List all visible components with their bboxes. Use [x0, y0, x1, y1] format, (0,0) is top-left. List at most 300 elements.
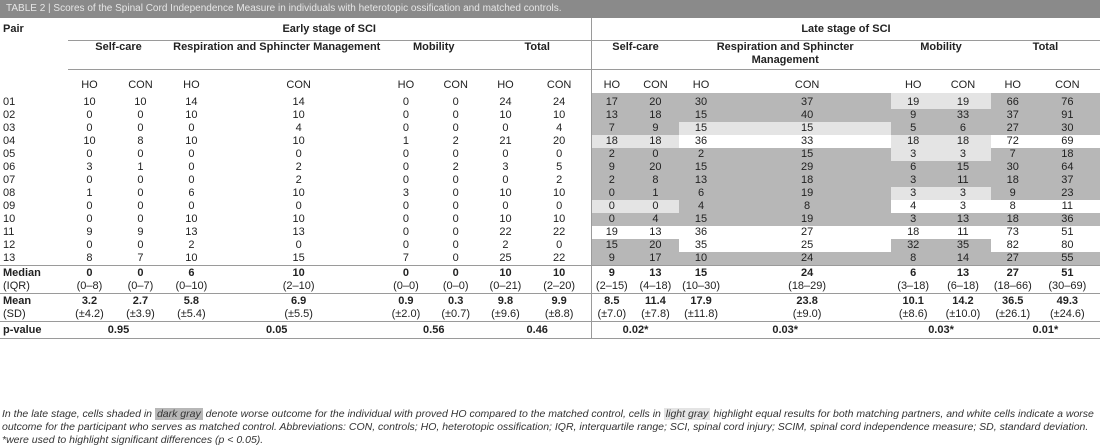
late-score: 20 — [632, 239, 679, 252]
table-row — [0, 148, 1100, 161]
early-stage-header: Early stage of SCI — [68, 18, 592, 41]
late-score: 33 — [800, 135, 814, 147]
early-mean-value: 9.8 — [484, 294, 528, 309]
pair-id: 01 — [3, 95, 16, 108]
late-score: 13 — [591, 109, 631, 122]
early-score: 0 — [188, 148, 195, 160]
late-score: 18 — [891, 135, 935, 148]
early-score: 0 — [86, 239, 93, 251]
early-score: 0 — [402, 174, 409, 186]
late-score: 20 — [632, 161, 679, 174]
late-score: 6 — [935, 122, 991, 135]
late-score: 7 — [991, 148, 1035, 161]
late-subgroup-header: Total — [991, 41, 1100, 70]
early-score: 14 — [292, 95, 305, 108]
early-mean-value: 9.9 — [527, 294, 591, 309]
late-sd-value: (±10.0) — [945, 308, 981, 320]
early-score: 10 — [185, 252, 198, 264]
early-score: 0 — [556, 200, 563, 212]
late-score: 11 — [1061, 200, 1074, 212]
late-score: 6 — [679, 187, 723, 200]
late-score: 3 — [935, 148, 991, 161]
early-score: 24 — [553, 95, 566, 108]
late-score: 18 — [632, 135, 679, 148]
late-iqr-value: (6–18) — [947, 280, 979, 292]
ho-column-header: HO — [904, 79, 922, 91]
late-score: 18 — [632, 109, 679, 122]
late-score: 5 — [891, 122, 935, 135]
late-score: 7 — [591, 122, 631, 135]
early-score: 10 — [553, 213, 566, 225]
sd-label: (SD) — [3, 308, 26, 320]
late-score: 76 — [1035, 93, 1100, 109]
early-score: 0 — [502, 122, 509, 134]
early-score: 15 — [292, 252, 305, 264]
late-score: 2 — [591, 174, 631, 187]
ho-column-header: HO — [81, 79, 98, 91]
pair-id: 05 — [3, 148, 16, 160]
early-score: 10 — [292, 213, 305, 225]
early-score: 0 — [452, 109, 459, 121]
mean-row — [0, 294, 1100, 309]
early-score: 10 — [292, 187, 305, 199]
early-score: 0 — [86, 213, 93, 225]
early-p-value: 0.56 — [384, 322, 484, 339]
late-score: 14 — [935, 252, 991, 266]
con-column-header: CON — [643, 79, 668, 91]
early-score: 10 — [292, 109, 305, 121]
early-score: 10 — [83, 135, 96, 147]
late-median-value: 24 — [723, 266, 891, 281]
table-row — [0, 161, 1100, 174]
late-score: 3 — [891, 174, 935, 187]
early-score: 2 — [295, 161, 302, 173]
early-sd-value: (±4.2) — [75, 308, 104, 320]
early-score: 0 — [452, 122, 459, 134]
sd-row — [0, 308, 1100, 322]
significance-note: *were used to highlight significant differences (p < 0.05). — [2, 434, 264, 446]
late-score: 4 — [679, 200, 723, 213]
late-score: 73 — [1006, 226, 1019, 238]
con-column-header: CON — [1055, 79, 1080, 91]
late-mean-value: 49.3 — [1035, 294, 1100, 309]
early-score: 0 — [452, 95, 459, 108]
early-score: 13 — [292, 226, 305, 238]
early-score: 6 — [188, 187, 195, 199]
late-sd-value: (±11.8) — [684, 308, 719, 320]
late-score: 15 — [679, 213, 723, 226]
early-score: 21 — [499, 135, 512, 147]
early-median-value: 6 — [169, 266, 213, 281]
late-score: 36 — [694, 135, 708, 147]
late-median-value: 51 — [1035, 266, 1100, 281]
early-score: 4 — [556, 122, 563, 134]
early-score: 0 — [137, 239, 144, 251]
early-mean-value: 6.9 — [213, 294, 384, 309]
early-sd-value: (±5.5) — [284, 308, 313, 320]
late-score: 51 — [1061, 226, 1074, 238]
late-score: 15 — [723, 148, 891, 161]
late-score: 8 — [1009, 200, 1016, 212]
table-row — [0, 135, 1100, 148]
late-score: 15 — [591, 239, 631, 252]
early-score: 0 — [452, 148, 459, 160]
header-spacer — [0, 70, 68, 94]
late-score: 8 — [632, 174, 679, 187]
early-score: 0 — [452, 187, 459, 199]
early-score: 0 — [86, 122, 93, 134]
early-score: 3 — [402, 187, 409, 199]
early-p-value: 0.05 — [169, 322, 384, 339]
late-score: 1 — [632, 187, 679, 200]
late-score: 35 — [694, 239, 708, 251]
late-score: 15 — [935, 161, 991, 174]
late-iqr-value: (30–69) — [1048, 280, 1087, 292]
early-p-value: 0.95 — [68, 322, 170, 339]
early-score: 0 — [452, 226, 459, 238]
early-score: 2 — [452, 161, 459, 173]
early-score: 0 — [452, 174, 459, 186]
early-score: 2 — [452, 135, 459, 147]
early-score: 0 — [452, 239, 459, 251]
early-score: 0 — [402, 213, 409, 225]
late-score: 9 — [632, 122, 679, 135]
early-iqr-value: (0–0) — [393, 280, 419, 292]
late-p-value: 0.03* — [891, 322, 991, 339]
pair-id: 04 — [3, 135, 16, 147]
late-score: 19 — [591, 226, 631, 239]
late-score: 64 — [1035, 161, 1100, 174]
late-score: 13 — [649, 226, 662, 238]
ho-column-header: HO — [183, 79, 200, 91]
late-score: 8 — [891, 252, 935, 266]
late-score: 23 — [1035, 187, 1100, 200]
early-score: 0 — [402, 148, 409, 160]
early-score: 5 — [556, 161, 563, 173]
pvalue-row — [0, 322, 1100, 339]
late-mean-value: 11.4 — [632, 294, 679, 309]
late-score: 82 — [1006, 239, 1019, 251]
late-mean-value: 17.9 — [679, 294, 723, 309]
late-mean-value: 8.5 — [591, 294, 631, 309]
late-stage-header: Late stage of SCI — [591, 18, 1100, 41]
table-row — [0, 239, 1100, 252]
late-score: 0 — [591, 200, 631, 213]
late-score: 72 — [1006, 135, 1019, 147]
early-mean-value: 2.7 — [111, 294, 169, 309]
early-median-value: 10 — [484, 266, 528, 281]
table-row — [0, 200, 1100, 213]
late-sd-value: (±7.0) — [591, 308, 631, 322]
late-score: 55 — [1035, 252, 1100, 266]
early-score: 0 — [188, 200, 195, 212]
early-mean-value: 3.2 — [68, 294, 112, 309]
late-score: 18 — [1035, 148, 1100, 161]
late-score: 29 — [723, 161, 891, 174]
late-score: 0 — [591, 213, 631, 226]
early-score: 2 — [295, 174, 302, 186]
early-iqr-value: (0–8) — [76, 280, 103, 292]
late-score: 69 — [1061, 135, 1074, 147]
late-score: 15 — [679, 161, 723, 174]
late-score: 18 — [591, 135, 631, 148]
late-score: 17 — [591, 93, 631, 109]
late-score: 35 — [935, 239, 991, 252]
median-row — [0, 266, 1100, 281]
late-subgroup-header: Self-care — [591, 41, 679, 70]
early-score: 10 — [499, 187, 512, 199]
late-score: 9 — [591, 252, 631, 266]
late-score: 30 — [991, 161, 1035, 174]
early-score: 0 — [402, 200, 409, 212]
late-score: 19 — [723, 187, 891, 200]
light-gray-swatch: light gray — [665, 408, 709, 420]
early-subgroup-header: Mobility — [384, 41, 484, 70]
early-mean-value: 5.8 — [169, 294, 213, 309]
early-iqr-value: (0–10) — [175, 280, 208, 292]
early-score: 0 — [137, 187, 144, 199]
pair-id: 02 — [3, 109, 16, 121]
ho-column-header: HO — [497, 79, 514, 91]
late-score: 2 — [679, 148, 723, 161]
early-score: 25 — [499, 252, 512, 264]
early-score: 0 — [137, 200, 144, 212]
table-row — [0, 252, 1100, 266]
late-mean-value: 14.2 — [935, 294, 991, 309]
early-score: 0 — [137, 174, 144, 186]
table-row — [0, 109, 1100, 122]
late-score: 15 — [679, 122, 723, 135]
footnote-text: denote worse outcome for the individual with proved HO compared to the matched control, cells in — [202, 408, 664, 420]
early-score: 8 — [86, 252, 93, 264]
late-p-value: 0.03* — [679, 322, 891, 339]
early-score: 0 — [188, 161, 195, 173]
early-score: 22 — [553, 252, 566, 264]
early-median-value: 0 — [111, 266, 169, 281]
pair-id: 11 — [3, 226, 15, 238]
ho-column-header: HO — [591, 70, 631, 94]
early-score: 0 — [188, 122, 195, 134]
late-score: 9 — [991, 187, 1035, 200]
early-sd-value: (±3.9) — [126, 308, 155, 320]
con-column-header: CON — [546, 79, 572, 91]
late-score: 37 — [1035, 174, 1100, 187]
footnote-text: highlight equal results for both matching partners, and white cells indicate a worse outcome for the participant who serves as matched control. Abbreviations: CON, controls; HO, heterotopic ossification; IQR, interquartile range; SCI, spinal cord injury; SCIM, spinal cord independence measure; SD, standard deviation. — [2, 408, 1094, 433]
late-score: 10 — [679, 252, 723, 266]
late-score: 27 — [991, 252, 1035, 266]
median-label: Median — [0, 266, 68, 281]
early-score: 0 — [137, 109, 144, 121]
early-score: 0 — [137, 213, 144, 225]
late-score: 24 — [723, 252, 891, 266]
early-score: 13 — [185, 226, 198, 238]
table-row — [0, 174, 1100, 187]
late-median-value: 13 — [935, 266, 991, 281]
early-score: 10 — [553, 109, 566, 121]
early-score: 20 — [553, 135, 566, 147]
early-median-value: 0 — [428, 266, 484, 281]
early-score: 0 — [556, 239, 563, 251]
late-mean-value: 36.5 — [991, 294, 1035, 309]
early-score: 0 — [502, 200, 509, 212]
early-score: 0 — [86, 148, 93, 160]
late-score: 17 — [632, 252, 679, 266]
late-score: 30 — [1035, 122, 1100, 135]
early-score: 1 — [402, 135, 409, 147]
late-median-value: 15 — [679, 266, 723, 281]
late-score: 9 — [591, 161, 631, 174]
early-score: 7 — [402, 252, 409, 264]
con-column-header: CON — [128, 79, 153, 91]
early-mean-value: 0.9 — [384, 294, 428, 309]
early-score: 0 — [452, 213, 459, 225]
late-score: 11 — [957, 226, 969, 238]
late-score: 15 — [723, 122, 891, 135]
late-score: 8 — [723, 200, 891, 213]
late-score: 0 — [632, 148, 679, 161]
pair-id: 12 — [3, 239, 16, 251]
early-sd-value: (±8.8) — [544, 308, 574, 320]
late-iqr-value: (10–30) — [682, 280, 721, 292]
late-score: 3 — [891, 148, 935, 161]
table-row — [0, 213, 1100, 226]
iqr-label: (IQR) — [3, 280, 30, 292]
late-score: 19 — [891, 93, 935, 109]
early-score: 2 — [188, 239, 195, 251]
late-score: 3 — [935, 187, 991, 200]
early-score: 0 — [402, 109, 409, 121]
late-score: 13 — [935, 213, 991, 226]
early-mean-value: 0.3 — [428, 294, 484, 309]
mean-label: Mean — [0, 294, 68, 309]
late-score: 3 — [891, 187, 935, 200]
late-sd-value: (±26.1) — [995, 308, 1031, 320]
early-subgroup-header: Respiration and Sphincter Management — [169, 41, 384, 70]
late-median-value: 13 — [632, 266, 679, 281]
late-score: 36 — [694, 226, 708, 238]
late-sd-value: (±24.6) — [1049, 308, 1085, 320]
late-subgroup-header: Mobility — [891, 41, 991, 70]
early-score: 10 — [134, 95, 147, 108]
late-score: 18 — [935, 135, 991, 148]
early-score: 10 — [499, 213, 512, 225]
early-subgroup-header: Self-care — [68, 41, 170, 70]
late-score: 19 — [935, 93, 991, 109]
pvalue-label: p-value — [0, 322, 68, 339]
late-score: 9 — [891, 109, 935, 122]
scim-table — [0, 18, 1100, 339]
late-mean-value: 10.1 — [891, 294, 935, 309]
late-score: 6 — [891, 161, 935, 174]
early-score: 0 — [402, 239, 409, 251]
pair-id: 09 — [3, 200, 16, 212]
early-score: 0 — [86, 200, 93, 212]
table-row — [0, 93, 1100, 109]
ho-column-header: HO — [1004, 79, 1021, 91]
early-score: 8 — [137, 135, 144, 147]
ho-column-header: HO — [692, 79, 710, 91]
late-score: 27 — [800, 226, 814, 238]
early-score: 0 — [188, 174, 195, 186]
early-p-value: 0.46 — [484, 322, 592, 339]
late-median-value: 9 — [591, 266, 631, 281]
late-iqr-value: (4–18) — [639, 280, 672, 292]
early-sd-value: (±9.6) — [491, 308, 520, 320]
late-score: 37 — [991, 109, 1035, 122]
late-iqr-value: (18–66) — [993, 280, 1032, 292]
late-score: 2 — [591, 148, 631, 161]
footnote-text: In the late stage, cells shaded in — [2, 408, 155, 420]
table-caption: TABLE 2 | Scores of the Spinal Cord Independence Measure in individuals with heterotopic ossification and matched controls. — [0, 0, 1100, 18]
early-score: 10 — [292, 135, 305, 147]
early-score: 0 — [556, 148, 563, 160]
early-subgroup-header: Total — [484, 41, 592, 70]
early-score: 0 — [295, 200, 302, 212]
pair-id: 07 — [3, 174, 16, 186]
early-score: 3 — [86, 161, 93, 173]
late-subgroup-header: Respiration and Sphincter Management — [679, 41, 891, 70]
early-score: 1 — [86, 187, 93, 199]
late-score: 13 — [679, 174, 723, 187]
late-score: 33 — [935, 109, 991, 122]
early-score: 22 — [553, 226, 566, 238]
late-iqr-value: (3–18) — [897, 280, 930, 292]
late-score: 20 — [632, 93, 679, 109]
late-score: 37 — [723, 93, 891, 109]
early-score: 0 — [402, 226, 409, 238]
early-score: 7 — [137, 252, 144, 264]
early-score: 0 — [402, 95, 409, 108]
late-score: 25 — [800, 239, 814, 251]
early-score: 10 — [499, 109, 512, 121]
early-median-value: 10 — [527, 266, 591, 281]
early-score: 10 — [185, 135, 198, 147]
iqr-row — [0, 280, 1100, 294]
early-score: 0 — [137, 148, 144, 160]
early-score: 0 — [402, 161, 409, 173]
late-score: 30 — [679, 93, 723, 109]
table-row — [0, 226, 1100, 239]
early-iqr-value: (0–21) — [489, 280, 522, 292]
con-column-header: CON — [794, 79, 820, 91]
early-sd-value: (±0.7) — [441, 308, 470, 320]
early-score: 3 — [502, 161, 509, 173]
early-score: 10 — [553, 187, 566, 199]
early-iqr-value: (0–0) — [442, 280, 469, 292]
header-spacer — [0, 41, 68, 70]
pair-header: Pair — [3, 22, 24, 35]
late-sd-value: (±7.8) — [641, 308, 670, 320]
ho-column-header: HO — [397, 79, 415, 91]
pair-id: 13 — [3, 252, 16, 264]
pair-id: 03 — [3, 122, 16, 134]
early-score: 22 — [499, 226, 512, 238]
early-score: 10 — [83, 95, 96, 108]
late-score: 19 — [723, 213, 891, 226]
early-score: 0 — [295, 148, 302, 160]
late-score: 0 — [632, 200, 679, 213]
late-score: 4 — [632, 213, 679, 226]
late-score: 32 — [891, 239, 935, 252]
early-score: 9 — [86, 226, 93, 238]
late-iqr-value: (18–29) — [788, 280, 827, 292]
early-score: 0 — [137, 122, 144, 134]
early-iqr-value: (2–10) — [282, 280, 315, 292]
late-score: 18 — [991, 213, 1035, 226]
early-score: 0 — [502, 174, 509, 186]
early-iqr-value: (2–20) — [543, 280, 576, 292]
early-score: 10 — [185, 213, 198, 225]
